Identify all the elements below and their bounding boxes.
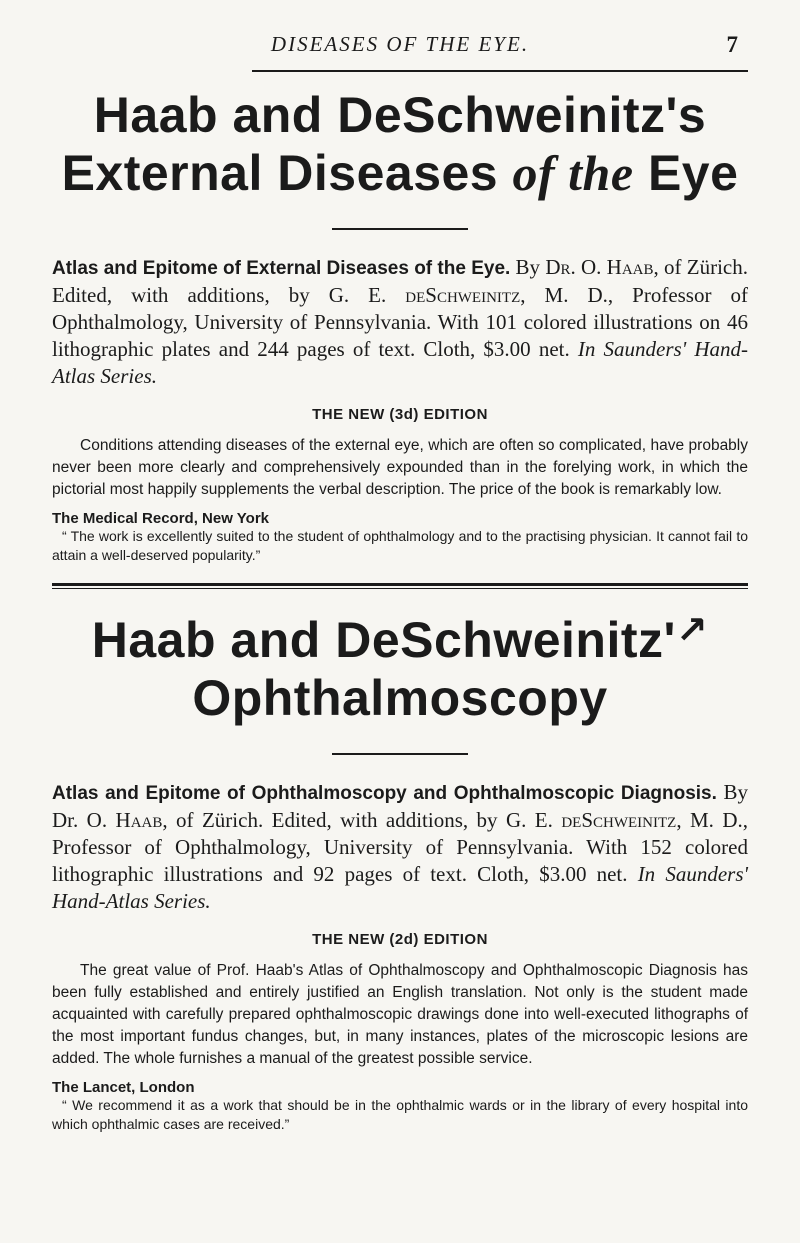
running-title: DISEASES OF THE EYE. xyxy=(270,32,530,56)
book-title-line1: Haab and DeSchweinitz's xyxy=(93,87,707,143)
book-title xyxy=(52,601,748,727)
page-number: 7 xyxy=(726,32,738,57)
book-entry-ophthalmoscopy xyxy=(52,601,748,1134)
section-divider xyxy=(52,583,748,589)
series-name: In Saunders' Hand-Atlas Series. xyxy=(52,337,748,388)
book-description xyxy=(52,254,748,390)
review-text: Conditions attending diseases of the external eye, which are often so complicated, have probably never been more clearly and comprehensively expounded than in the forelying work, in which the pictorial most happily supplements the verbal description. The price of the book is remarkably low. xyxy=(52,437,748,498)
printer-mark-icon: ↗ xyxy=(675,608,709,652)
description-rest: , M. D., Professor of Ophthalmology, University of Pennsylvania. With 101 colored illustrations on 46 lithographic plates and 244 pages of text. Cloth, $3.00 net. xyxy=(52,283,748,361)
review-source: The Medical Record, New York xyxy=(52,510,270,527)
book-title-line2b: Eye xyxy=(633,145,739,201)
series-name: In Saunders' Hand-Atlas Series. xyxy=(52,862,748,913)
review-quote: “ We recommend it as a work that should be in the ophthalmic wards or in the library of every hospital into which ophthalmic cases are received.” xyxy=(52,1097,748,1132)
review-quote: “ The work is excellently suited to the student of ophthalmology and to the practising physician. It cannot fail to attain a well-deserved popularity.” xyxy=(52,528,748,563)
description-by: By xyxy=(510,255,546,279)
edition-heading: THE NEW (2d) EDITION xyxy=(312,931,488,948)
header-rule xyxy=(252,70,748,72)
description-by: By Dr. O. xyxy=(52,780,748,832)
running-head xyxy=(52,0,748,60)
review-source: The Lancet, London xyxy=(52,1079,195,1096)
description-mid: , of Zürich. Edited, with additions, by G. E. xyxy=(162,808,562,832)
description-lead: Atlas and Epitome of Ophthalmoscopy and Ophthalmoscopic Diagnosis. xyxy=(52,783,717,804)
edition-heading: THE NEW (3d) EDITION xyxy=(312,406,488,423)
editor-name: deSchweinitz xyxy=(405,283,521,307)
book-title-line1: Haab and DeSchweinitz' xyxy=(91,612,676,668)
author-name: Haab xyxy=(115,808,163,832)
book-title-line2: Ophthalmoscopy xyxy=(192,670,608,726)
editor-name: deSchweinitz xyxy=(561,808,677,832)
author-name: Dr. O. Haab xyxy=(545,255,654,279)
book-title-line2a: External Diseases xyxy=(61,145,513,201)
book-entry-external-diseases xyxy=(52,86,748,565)
title-divider xyxy=(332,228,468,230)
description-mid: , of Zürich. Edited, with additions, by G. E. xyxy=(52,255,748,307)
page xyxy=(52,0,748,1134)
description-rest: , M. D., Professor of Ophthalmology, University of Pennsylvania. With 152 colored lithographic illustrations and 92 pages of text. Cloth, $3.00 net. xyxy=(52,808,749,886)
book-title-line2-italic: of the xyxy=(512,145,634,201)
book-description xyxy=(52,779,748,915)
review-text: The great value of Prof. Haab's Atlas of Ophthalmoscopy and Ophthalmoscopic Diagnosis has been fully established and entirely justified an English translation. Not only is the student made acquainted with carefully prepared ophthalmoscopic drawings done into well-executed lithographs of the most important fundus changes, but, in many instances, plates of the microscopic lesions are added. The whole furnishes a manual of the greatest possible service. xyxy=(52,962,748,1067)
book-title xyxy=(52,86,748,202)
title-divider xyxy=(332,753,468,755)
description-lead: Atlas and Epitome of External Diseases of the Eye. xyxy=(52,258,511,279)
